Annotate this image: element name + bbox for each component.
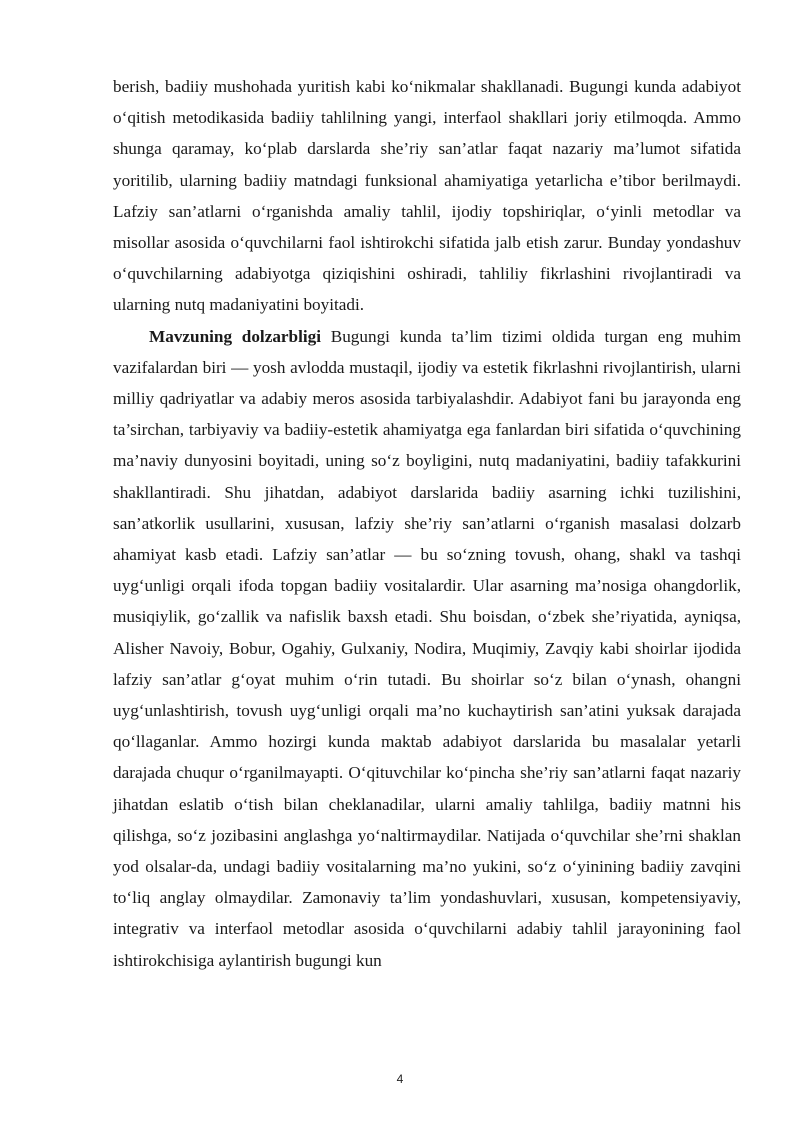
paragraph-relevance <box>113 321 741 976</box>
paragraph-heading: Mavzuning dolzarbligi <box>149 326 322 346</box>
paragraph-continuation: berish, badiiy mushohada yuritish kabi ko‘nikmalar shakllanadi. Bugungi kunda adabiyot o‘qitish metodikasida badiiy tahlilning yangi, interfaol shakllari joriy etilmoqda. Ammo shunga qaramay, ko‘plab darslarda she’riy san’atlar faqat nazariy ma’lumot sifatida yoritilib, ularning badiiy matndagi funksional ahamiyatiga yetarlicha e’tibor berilmaydi. Lafziy san’atlarni o‘rganishda amaliy tahlil, ijodiy topshiriqlar, o‘yinli metodlar va misollar asosida o‘quvchilarni faol ishtirokchi sifatida jalb etish zarur. Bunday yondashuv o‘quvchilarning adabiyotga qiziqishini oshiradi, tahliliy fikrlashini rivojlantiradi va ularning nutq madaniyatini boyitadi. <box>113 77 741 315</box>
page-number: 4 <box>396 1072 404 1086</box>
paragraph-relevance-text: Bugungi kunda ta’lim tizimi oldida turgan eng muhim vazifalardan biri — yosh avlodda mustaqil, ijodiy va estetik fikrlashni rivojlantirish, ularni milliy qadriyatlar va adabiy meros asosida tarbiyalashdir. Adabiyot fani bu jarayonda eng ta’sirchan, tarbiyaviy va badiiy-estetik ahamiyatga ega fanlardan biri sifatida o‘quvchining ma’naviy dunyosini boyitadi, uning so‘z boyligini, nutq madaniyatini, badiiy tafakkurini shakllantiradi. Shu jihatdan, adabiyot darslarida badiiy asarning ichki tuzilishini, san’atkorlik usullarini, xususan, lafziy she’riy san’atlarni o‘rganish masalasi dolzarb ahamiyat kasb etadi. Lafziy san’atlar — bu so‘zning tovush, ohang, shakl va tashqi uyg‘unligi orqali ifoda topgan badiiy vositalardir. Ular asarning ma’nosiga ohangdorlik, musiqiylik, go‘zallik va nafislik baxsh etadi. Shu boisdan, o‘zbek she’riyatida, ayniqsa, Alisher Navoiy, Bobur, Ogahiy, Gulxaniy, Nodira, Muqimiy, Zavqiy kabi shoirlar ijodida lafziy san’atlar g‘oyat muhim o‘rin tutadi. Bu shoirlar so‘z bilan o‘ynash, ohangni uyg‘unlashtirish, tovush uyg‘unligi orqali ma’no kuchaytirish san’atini yuksak darajada qo‘llaganlar. Ammo hozirgi kunda maktab adabiyot darslarida bu masalalar yetarli darajada chuqur o‘rganilmayapti. O‘qituvchilar ko‘pincha she’riy san’atlarni faqat nazariy jihatdan eslatib o‘tish bilan cheklanadilar, ularni amaliy tahlilga, badiiy matnni his qilishga, so‘z jozibasini anglashga yo‘naltirmaydilar. Natijada o‘quvchilar she’rni shaklan yod olsalar-da, undagi badiiy vositalarning ma’no yukini, so‘z o‘yinining badiiy zavqini to‘liq anglay olmaydilar. Zamonaviy ta’lim yondashuvlari, xususan, kompetensiyaviy, integrativ va interfaol metodlar asosida o‘quvchilarni adabiy tahlil jarayonining faol ishtirokchisiga aylantirish bugungi kun <box>113 326 742 970</box>
body-text <box>113 71 741 976</box>
